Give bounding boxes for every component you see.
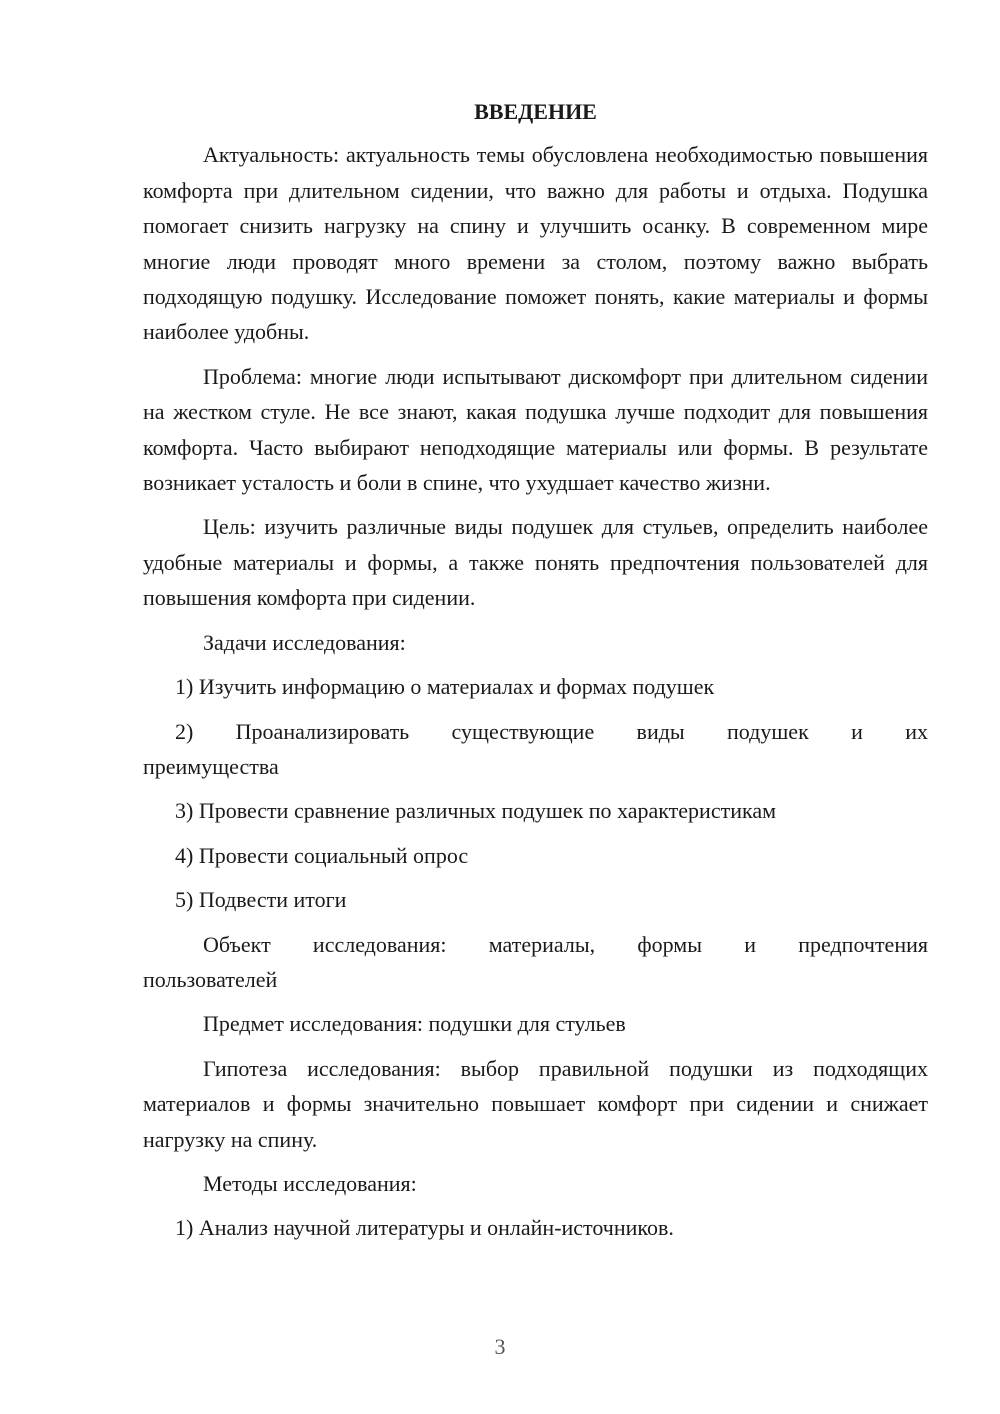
page-number: 3 — [494, 1334, 506, 1359]
task-item-1: 1) Изучить информацию о материалах и формах подушек — [175, 674, 715, 700]
methods-heading: Методы исследования: — [203, 1170, 417, 1196]
task-item-2-continuation: преимущества — [143, 753, 279, 779]
page-content — [143, 94, 928, 1255]
task-item-2: 2) Проанализировать существующие виды подушек и их — [175, 718, 928, 744]
object-paragraph-continuation: пользователей — [143, 966, 278, 992]
task-item-5: 5) Подвести итоги — [175, 887, 347, 913]
hypothesis-paragraph: Гипотеза исследования: выбор правильной подушки из подходящих материалов и формы значительно повышает комфорт при сидении и снижает нагрузку на спину. — [143, 1055, 928, 1152]
problem-paragraph: Проблема: многие люди испытывают дискомфорт при длительном сидении на жестком стуле. Не все знают, какая подушка лучше подходит для повышения комфорта. Часто выбирают неподходящие материалы или формы. В результате возникает усталость и боли в спине, что ухудшает качество жизни. — [143, 363, 928, 496]
task-item-4: 4) Провести социальный опрос — [175, 842, 469, 868]
goal-paragraph: Цель: изучить различные виды подушек для стульев, определить наиболее удобные материалы и формы, а также понять предпочтения пользователей для повышения комфорта при сидении. — [143, 514, 928, 611]
section-title: ВВЕДЕНИЕ — [474, 99, 597, 124]
subject-paragraph: Предмет исследования: подушки для стульев — [203, 1011, 626, 1037]
tasks-heading: Задачи исследования: — [203, 629, 406, 655]
relevance-paragraph: Актуальность: актуальность темы обусловлена необходимостью повышения комфорта при длительном сидении, что важно для работы и отдыха. Подушка помогает снизить нагрузку на спину и улучшить осанку. В современном мире многие люди проводят много времени за столом, поэтому важно выбрать подходящую подушку. Исследование поможет понять, какие материалы и формы наиболее удобны. — [143, 142, 928, 345]
object-paragraph: Объект исследования: материалы, формы и предпочтения — [203, 931, 928, 957]
task-item-3: 3) Провести сравнение различных подушек по характеристикам — [175, 798, 777, 824]
method-item-1: 1) Анализ научной литературы и онлайн-источников. — [175, 1215, 674, 1241]
